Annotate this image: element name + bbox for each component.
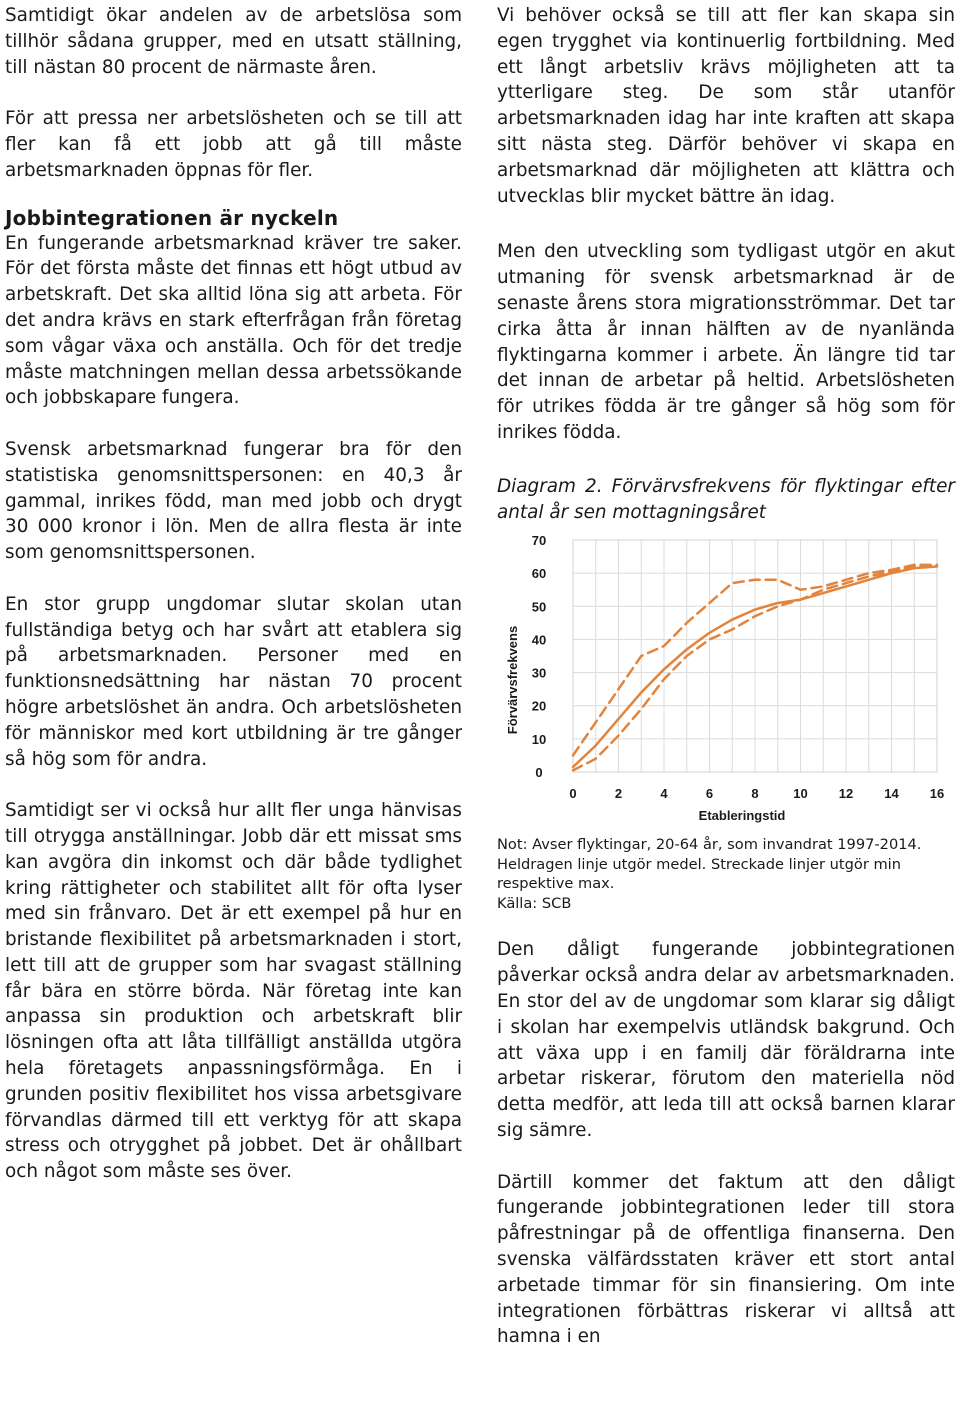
paragraph: En stor grupp ungdomar slutar skolan utan fullständiga betyg och har svårt att etablera sig på arbetsmarknaden. Personer med en funktionsnedsättning har nästan 70 procent högre arbetslöshet än andra. Och arbetslösheten för människor med kort utbildning är tre gånger så hög som för andra. — [5, 593, 462, 770]
paragraph: Den dåligt fungerande jobbintegrationen påverkar också andra delar av arbetsmarknaden. En stor del av de ungdomar som klarar sig dåligt i skolan har exempelvis utländsk bakgrund. Och att växa upp i en familj där föräldrarna inte arbetar riskerar, förutom den materiella nöd detta medför, att leda till att också barnen klarar sig sämre. — [497, 939, 955, 1141]
chart — [497, 525, 955, 825]
y-tick-label: 0 — [535, 765, 543, 781]
x-tick-label: 4 — [660, 786, 668, 802]
section-heading: Jobbintegrationen är nyckeln — [5, 205, 339, 230]
y-tick-label: 10 — [531, 732, 547, 748]
paragraph: Därtill kommer det faktum att den dåligt fungerande jobbintegrationen leder till stora påfrestningar på de offentliga finanserna. Den svenska välfärdsstaten kräver ett stort antal arbetade timmar för sin finansiering. Om inte integrationen förbättras riskerar vi alltså att hamna i en — [497, 1171, 955, 1348]
x-tick-label: 10 — [793, 786, 808, 802]
chart-note: Not: Avser flyktingar, 20-64 år, som invandrat 1997-2014. Heldragen linje utgör medel. Streckade linjer utgör min respektive max. — [497, 836, 922, 893]
x-tick-label: 16 — [929, 786, 945, 802]
chart-source: Källa: SCB — [497, 894, 572, 912]
left-column — [5, 0, 462, 1185]
y-tick-label: 70 — [531, 533, 547, 549]
x-tick-label: 2 — [614, 786, 623, 802]
y-tick-label: 50 — [531, 599, 547, 615]
x-axis-label: Etableringstid — [698, 808, 786, 824]
y-tick-label: 40 — [531, 632, 547, 648]
paragraph: En fungerande arbetsmarknad kräver tre saker. För det första måste det finnas ett högt utbud av arbetskraft. Det ska alltid löna sig att arbeta. För det andra krävs en stark efterfrågan från företag som vågar växa och anställa. Och för det tredje måste matchningen mellan dessa arbetssökande och jobbskapare fungera. — [5, 232, 462, 409]
diagram-title: Diagram 2. Förvärvsfrekvens för flyktingar efter antal år sen mottagningsåret — [497, 475, 955, 523]
paragraph: Vi behöver också se till att fler kan skapa sin egen trygghet via kontinuerlig fortbildning. Med ett långt arbetsliv krävs möjligheten att ta ytterligare steg. De som står utanför arbetsmarknaden idag har inte kraften att skapa sitt nästa steg. Därför behöver vi skapa en arbetsmarknad där möjligheten att klättra och utvecklas blir mycket bättre än idag. — [497, 5, 955, 207]
y-tick-label: 20 — [531, 699, 547, 715]
y-tick-label: 30 — [531, 665, 547, 681]
right-column — [497, 0, 955, 1350]
paragraph: Samtidigt ökar andelen av de arbetslösa som tillhör sådana grupper, med en utsatt ställning, till nästan 80 procent de närmaste åren. — [5, 5, 462, 78]
x-tick-label: 8 — [751, 786, 759, 802]
x-tick-label: 0 — [569, 786, 577, 802]
paragraph: Samtidigt ser vi också hur allt fler unga hänvisas till otrygga anställningar. Jobb där ett missat sms kan avgöra din inkomst och där både tydlighet kring rättigheter och stabilitet allt för ofta lyser med sin frånvaro. Det är ett exempel på hur en bristande flexibilitet på arbetsmarknaden i stort, lett till att de grupper som har svagast ställning får bära en större börda. När företag inte kan anpassa sin produktion och arbetskraft blir lösningen ofta att låta tillfälligt anställda utgöra hela företagets anpassningsförmåga. En i grunden positiv flexibilitet hos vissa arbetsgivare förvandlas därmed till ett verktyg för att skapa stress och otrygghet på jobbet. Det är ohållbart och något som måste ses över. — [5, 800, 462, 1183]
y-tick-label: 60 — [531, 566, 547, 582]
paragraph: Men den utveckling som tydligast utgör en akut utmaning för svensk arbetsmarknad är de senaste årens stora migrationsströmmar. Det tar cirka åtta år innan hälften av de nyanlända flyktingarna kommer i arbete. Än längre tid tar det innan de arbetar på heltid. Arbetslösheten för utrikes födda är tre gånger så hög som för inrikes födda. — [497, 241, 955, 443]
x-tick-label: 14 — [884, 786, 899, 802]
paragraph: För att pressa ner arbetslösheten och se till att fler kan få ett jobb att gå till måste arbetsmarknaden öppnas för fler. — [5, 108, 462, 181]
x-tick-label: 6 — [705, 786, 714, 802]
paragraph: Svensk arbetsmarknad fungerar bra för den statistiska genomsnittspersonen: en 40,3 år gammal, inrikes född, man med jobb och drygt 30 000 kronor i lön. Men de allra flesta är inte som genomsnittspersonen. — [5, 438, 462, 564]
line-chart — [497, 525, 955, 825]
y-axis-label: Förvärvsfrekvens — [505, 626, 520, 735]
x-tick-label: 12 — [838, 786, 854, 802]
